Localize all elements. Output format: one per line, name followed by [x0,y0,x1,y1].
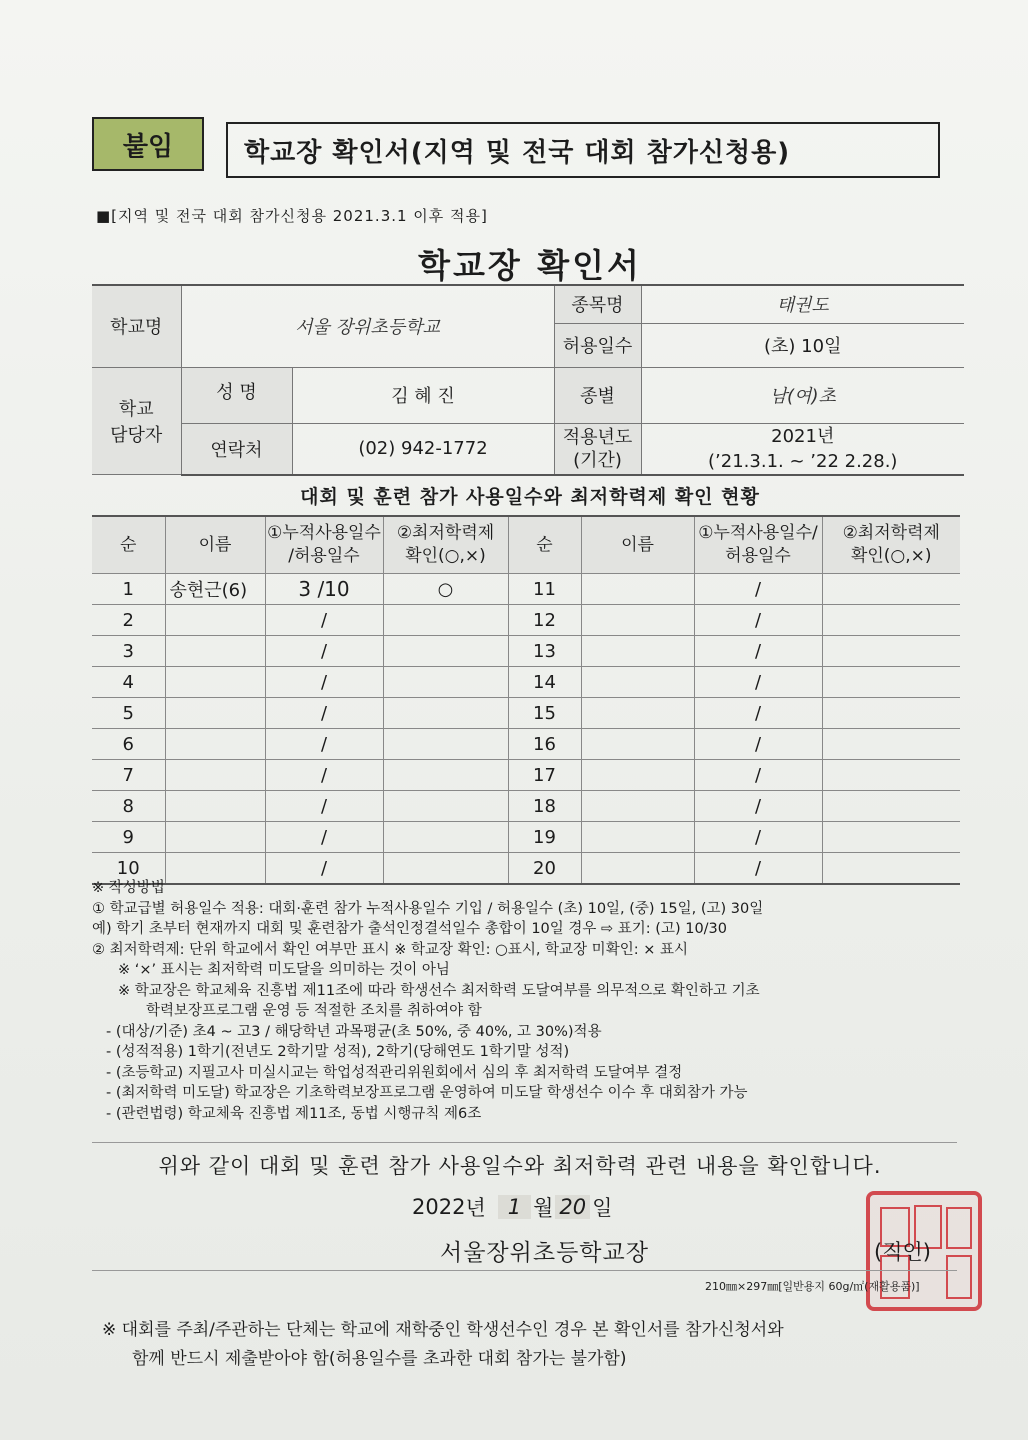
row-check-right [822,636,960,667]
row-check [383,729,508,760]
school-label: 학교명 [92,285,181,367]
submission-note-line1: ※ 대회를 주최/주관하는 단체는 학교에 재학중인 학생선수인 경우 본 확인서를 참가신청서와 [102,1320,784,1340]
row-days: / [265,636,383,667]
table-row [92,729,960,760]
year-value-line2: (’21.3.1. ~ ’22 2.28.) [708,450,898,472]
submission-note-line2: 함께 반드시 제출받아야 함(허용일수를 초과한 대회 참가는 불가함) [132,1349,627,1369]
row-no: 5 [92,698,165,729]
row-no: 9 [92,822,165,853]
row-no: 4 [92,667,165,698]
note-dash-5: - (관련법령) 학교체육 진흥법 제11조, 동법 시행규칙 제6조 [106,1105,482,1122]
row-no-right: 16 [508,729,581,760]
submission-note [102,1316,962,1374]
row-no-right: 19 [508,822,581,853]
gender-label: 종별 [554,367,641,423]
row-check-right [822,698,960,729]
row-name-right [581,791,694,822]
paper-spec: 210㎜×297㎜[일반용지 60g/㎡(재활용품)] [705,1280,920,1293]
row-check [383,698,508,729]
contact-label: 연락처 [181,423,292,475]
row-days: / [265,853,383,885]
note-1: ① 학교급별 허용일수 적용: 대회·훈련 참가 누적사용일수 기입 / 허용일수 (초) 10일, (중) 15일, (고) 30일 [92,900,764,917]
participation-table [92,515,960,885]
signature-date [412,1192,612,1222]
row-days-right: / [694,791,822,822]
row-no: 7 [92,760,165,791]
divider-bottom [92,1270,957,1271]
table-row [92,698,960,729]
row-name [165,760,265,791]
date-day-suffix: 일 [592,1196,613,1220]
header-name: 이름 [165,516,265,574]
row-name-right [581,636,694,667]
row-name [165,698,265,729]
row-check-right [822,822,960,853]
year-label-line1: 적용년도 [562,426,633,448]
row-check [383,760,508,791]
row-name [165,791,265,822]
note-dash-1: - (대상/기준) 초4 ~ 고3 / 해당학년 과목평균(초 50%, 중 40%, 고 30%)적용 [106,1023,602,1040]
contact-value: (02) 942-1772 [292,423,554,475]
row-no: 2 [92,605,165,636]
row-no: 6 [92,729,165,760]
row-check-right [822,791,960,822]
row-days-right: / [694,574,822,605]
table-row [92,636,960,667]
table-row [92,760,960,791]
notes-heading: ※ 작성방법 [92,880,165,896]
row-no-right: 13 [508,636,581,667]
seal-label: (직인) [874,1240,931,1264]
staff-label-line1: 학교 [118,398,154,420]
table-row [92,667,960,698]
date-month: 1 [498,1195,531,1219]
row-check [383,605,508,636]
date-day: 20 [555,1195,590,1219]
row-check-right [822,574,960,605]
row-check-right [822,729,960,760]
row-days-right: / [694,636,822,667]
row-no-right: 12 [508,605,581,636]
table-row [92,791,960,822]
row-days: / [265,760,383,791]
table-row [92,574,960,605]
application-note: ■[지역 및 전국 대회 참가신청용 2021.3.1 이후 적용] [96,207,488,225]
row-check [383,822,508,853]
note-2: ② 최저학력제: 단위 학교에서 확인 여부만 표시 ※ 학교장 확인: ○표시, 학교장 미확인: × 표시 [92,941,688,958]
attachment-tag: 붙임 [92,117,204,171]
event-value: 태권도 [641,285,964,323]
row-name [165,667,265,698]
year-label [554,423,641,475]
year-value [641,423,964,475]
school-value: 서울 장위초등학교 [181,285,554,367]
note-1-example: 예) 학기 초부터 현재까지 대회 및 훈련참가 출석인정결석일수 총합이 10일 경우 ⇨ 표기: (고) 10/30 [92,921,728,937]
row-name-right [581,760,694,791]
note-2c: 학력보장프로그램 운영 등 적절한 조치를 취하여야 함 [146,1003,482,1019]
principal-name: 서울장위초등학교장 [440,1240,649,1266]
header-check-right: ②최저학력제 확인(○,×) [822,516,960,574]
header-name-right: 이름 [581,516,694,574]
row-no: 10 [92,853,165,885]
year-value-line1: 2021년 [771,425,835,447]
row-days: / [265,605,383,636]
document-header-title: 학교장 확인서(지역 및 전국 대회 참가신청용) [226,122,940,178]
row-name-right [581,698,694,729]
row-days: / [265,667,383,698]
row-name-right [581,822,694,853]
row-days: / [265,822,383,853]
row-days-right: / [694,822,822,853]
row-days-right: / [694,667,822,698]
row-days: 3 /10 [265,574,383,605]
row-name-right [581,729,694,760]
row-check-right [822,760,960,791]
row-days: / [265,791,383,822]
row-check-right [822,667,960,698]
row-check [383,636,508,667]
note-dash-4: - (최저학력 미도달) 학교장은 기초학력보장프로그램 운영하여 미도달 학생선수 이수 후 대회참가 가능 [106,1085,748,1101]
row-no-right: 11 [508,574,581,605]
note-dash-2: - (성적적용) 1학기(전년도 2학기말 성적), 2학기(당해연도 1학기말 성적) [106,1044,570,1060]
row-no-right: 20 [508,853,581,885]
note-2b: ※ 학교장은 학교체육 진흥법 제11조에 따라 학생선수 최저학력 도달여부를 의무적으로 확인하고 기초 [118,982,760,999]
row-no-right: 18 [508,791,581,822]
row-days-right: / [694,760,822,791]
header-days: ①누적사용일수 /허용일수 [265,516,383,574]
event-label: 종목명 [554,285,641,323]
staff-label-line2: 담당자 [110,424,163,446]
row-name [165,822,265,853]
row-no-right: 15 [508,698,581,729]
date-year-suffix: 년 [465,1196,486,1220]
row-no: 8 [92,791,165,822]
row-name-right [581,667,694,698]
row-no-right: 17 [508,760,581,791]
row-name [165,605,265,636]
info-table [92,284,964,476]
row-name-right [581,605,694,636]
row-name: 송현근(6) [165,574,265,605]
row-days-right: / [694,698,822,729]
row-days: / [265,698,383,729]
staff-label [92,367,181,475]
document-title: 학교장 확인서 [418,246,642,285]
header-check: ②최저학력제 확인(○,×) [383,516,508,574]
row-check: ○ [383,574,508,605]
row-days-right: / [694,605,822,636]
divider [92,1142,957,1143]
row-check-right [822,605,960,636]
year-label-line2: (기간) [573,449,622,471]
row-days: / [265,729,383,760]
row-name-right [581,574,694,605]
row-check [383,791,508,822]
header-no: 순 [92,516,165,574]
row-no: 1 [92,574,165,605]
note-dash-3: - (초등학교) 지필고사 미실시교는 학업성적관리위원회에서 심의 후 최저학력 도달여부 결정 [106,1064,683,1081]
header-no-right: 순 [508,516,581,574]
confirmation-statement: 위와 같이 대회 및 훈련 참가 사용일수와 최저학력 관련 내용을 확인합니다. [158,1154,882,1178]
days-label: 허용일수 [554,323,641,367]
days-value: (초) 10일 [641,323,964,367]
section-title: 대회 및 훈련 참가 사용일수와 최저학력제 확인 현황 [300,486,760,508]
name-label: 성 명 [181,367,292,423]
date-month-suffix: 월 [533,1196,554,1220]
row-name [165,636,265,667]
date-year: 2022 [412,1195,466,1219]
table-row [92,605,960,636]
row-days-right: / [694,853,822,885]
row-days-right: / [694,729,822,760]
row-no-right: 14 [508,667,581,698]
gender-value: 남(여)초 [641,367,964,423]
row-name [165,729,265,760]
header-days-right: ①누적사용일수/ 허용일수 [694,516,822,574]
name-value: 김 혜 진 [292,367,554,423]
row-no: 3 [92,636,165,667]
row-check [383,667,508,698]
table-row [92,822,960,853]
note-2a: ※ ‘×’ 표시는 최저학력 미도달을 의미하는 것이 아님 [118,962,450,978]
writing-instructions [92,878,967,1124]
